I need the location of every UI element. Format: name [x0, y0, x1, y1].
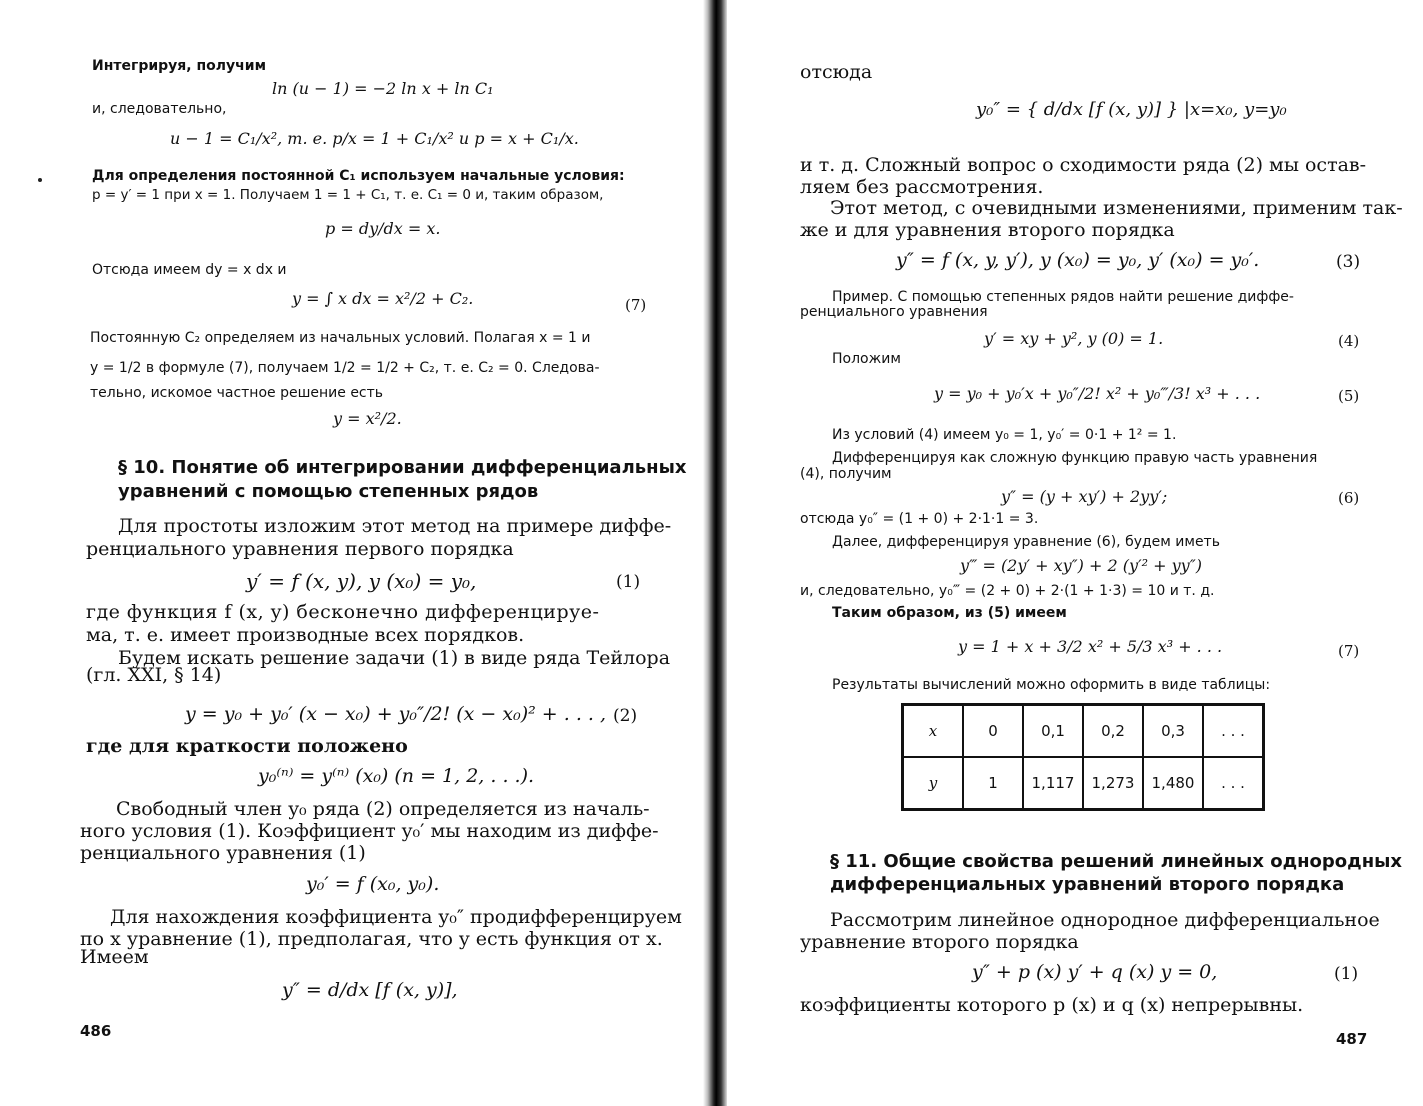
formula: y = ∫ x dx = x²/2 + C₂. — [292, 289, 474, 308]
text-line: Отсюда имеем dy = x dx и — [92, 262, 287, 278]
text-line: Дифференцируя как сложную функцию правую часть уравнения — [832, 450, 1318, 466]
section-heading: § 10. Понятие об интегрировании дифференциальных — [118, 457, 687, 478]
text-line: ренциального уравнения — [800, 304, 988, 320]
text-line: Пример. С помощью степенных рядов найти решение диффе- — [832, 289, 1294, 305]
text-line: отсюда — [800, 61, 873, 83]
formula: y = 1 + x + 3/2 x² + 5/3 x³ + . . . — [958, 637, 1223, 656]
text-line: Из условий (4) имеем y₀ = 1, y₀′ = 0·1 + 1² = 1. — [832, 427, 1177, 443]
equation-number: (4) — [1338, 332, 1360, 350]
text-line: коэффициенты которого p (x) и q (x) непрерывны. — [800, 994, 1304, 1016]
table-cell: 0,1 — [1023, 705, 1083, 758]
formula: y₀⁽ⁿ⁾ = y⁽ⁿ⁾ (x₀) (n = 1, 2, . . .). — [258, 765, 535, 787]
text-line: и т. д. Сложный вопрос о сходимости ряда (2) мы остав- — [800, 154, 1367, 176]
text-line: Для нахождения коэффициента y₀″ продифференцируем — [110, 906, 682, 928]
section-heading: уравнений с помощью степенных рядов — [118, 481, 539, 502]
text-line: ма, т. е. имеет производные всех порядков. — [86, 624, 525, 646]
formula: y = y₀ + y₀′ (x − x₀) + y₀″/2! (x − x₀)² + . . . , — [185, 703, 607, 725]
text-line: ляем без рассмотрения. — [800, 176, 1044, 198]
text-line: Далее, дифференцируя уравнение (6), будем иметь — [832, 534, 1220, 550]
text-line: (гл. XXI, § 14) — [86, 664, 222, 686]
table-cell: . . . — [1203, 705, 1264, 758]
formula: ln (u − 1) = −2 ln x + ln C₁ — [272, 79, 494, 98]
text-line: где для краткости положено — [86, 735, 408, 757]
equation-number: (7) — [625, 296, 647, 314]
left-page — [0, 0, 704, 1106]
text-line: ренциального уравнения (1) — [80, 842, 366, 864]
formula: y₀′ = f (x₀, y₀). — [306, 873, 440, 895]
text-line: Постоянную C₂ определяем из начальных условий. Полагая x = 1 и — [90, 330, 591, 346]
formula: y′ = f (x, y), y (x₀) = y₀, — [246, 569, 477, 593]
text-line: уравнение второго порядка — [800, 931, 1079, 953]
text-line: y = 1/2 в формуле (7), получаем 1/2 = 1/2 + C₂, т. е. C₂ = 0. Следова- — [90, 360, 600, 376]
formula: y₀″ = { d/dx [f (x, y)] } |x=x₀, y=y₀ — [976, 99, 1287, 120]
text-line: где функция f (x, y) бесконечно дифференцируе- — [86, 601, 600, 623]
text-line: и, следовательно, — [92, 101, 227, 117]
formula: y″ = (y + xy′) + 2yy′; — [1001, 487, 1168, 506]
table-header-cell: x — [903, 705, 964, 758]
right-page — [726, 0, 1423, 1106]
table-row — [903, 757, 1264, 810]
formula: u − 1 = C₁/x², т. е. p/x = 1 + C₁/x² и p = x + C₁/x. — [170, 129, 579, 148]
formula: y = y₀ + y₀′x + y₀″/2! x² + y₀‴/3! x³ + . . . — [934, 384, 1261, 403]
formula: y = x²/2. — [333, 409, 402, 428]
text-line: Для определения постоянной C₁ используем начальные условия: — [92, 168, 625, 184]
page-number: 487 — [1336, 1030, 1368, 1048]
table-header-cell: y — [903, 757, 964, 810]
formula: y″ = f (x, y, y′), y (x₀) = y₀, y′ (x₀) = y₀′. — [896, 249, 1260, 271]
text-line: ного условия (1). Коэффициент y₀′ мы находим из диффе- — [80, 820, 659, 842]
table-row — [903, 705, 1264, 758]
section-heading: дифференциальных уравнений второго порядка — [830, 874, 1345, 895]
book-spine — [703, 0, 727, 1106]
table-cell: . . . — [1203, 757, 1264, 810]
table-cell: 0,3 — [1143, 705, 1203, 758]
formula: y″ = d/dx [f (x, y)], — [282, 979, 458, 1001]
text-line: Для простоты изложим этот метод на примере диффе- — [118, 515, 672, 537]
table-cell: 1,480 — [1143, 757, 1203, 810]
equation-number: (3) — [1336, 252, 1361, 272]
formula: p = dy/dx = x. — [325, 219, 441, 238]
formula: y′ = xy + y², y (0) = 1. — [984, 329, 1164, 348]
equation-number: (2) — [613, 706, 638, 726]
values-table — [901, 703, 1265, 811]
section-heading: § 11. Общие свойства решений линейных однородных — [830, 851, 1403, 872]
text-line: Свободный член y₀ ряда (2) определяется из началь- — [116, 798, 650, 820]
text-line: Будем искать решение задачи (1) в виде ряда Тейлора — [118, 647, 671, 669]
table-cell: 0 — [963, 705, 1023, 758]
equation-number: (7) — [1338, 642, 1360, 660]
formula: y″ + p (x) y′ + q (x) y = 0, — [972, 961, 1218, 983]
text-line: тельно, искомое частное решение есть — [90, 385, 384, 401]
equation-number: (6) — [1338, 489, 1360, 507]
table-cell: 1,117 — [1023, 757, 1083, 810]
text-line: p = y′ = 1 при x = 1. Получаем 1 = 1 + C₁, т. е. C₁ = 0 и, таким образом, — [92, 187, 604, 203]
text-line: (4), получим — [800, 466, 892, 482]
text-line: отсюда y₀″ = (1 + 0) + 2·1·1 = 3. — [800, 511, 1039, 527]
text-line: Результаты вычислений можно оформить в виде таблицы: — [832, 677, 1271, 693]
text-line: Положим — [832, 351, 901, 367]
equation-number: (1) — [616, 572, 641, 592]
text-line: Имеем — [80, 946, 149, 968]
text-line: Рассмотрим линейное однородное дифференциальное — [830, 909, 1380, 931]
table-cell: 1,273 — [1083, 757, 1143, 810]
text-line: Таким образом, из (5) имеем — [832, 605, 1067, 621]
equation-number: (1) — [1334, 964, 1359, 984]
text-line: и, следовательно, y₀‴ = (2 + 0) + 2·(1 + 1·3) = 10 и т. д. — [800, 583, 1215, 599]
equation-number: (5) — [1338, 387, 1360, 405]
text-line: ренциального уравнения первого порядка — [86, 538, 514, 560]
table-cell: 0,2 — [1083, 705, 1143, 758]
table-cell: 1 — [963, 757, 1023, 810]
text-line: же и для уравнения второго порядка — [800, 219, 1175, 241]
text-line: Интегрируя, получим — [92, 58, 267, 74]
text-line: по x уравнение (1), предполагая, что y есть функция от x. — [80, 928, 663, 950]
formula: y‴ = (2y′ + xy″) + 2 (y′² + yy″) — [960, 556, 1202, 575]
text-line: Этот метод, с очевидными изменениями, применим так- — [830, 197, 1403, 219]
page-number: 486 — [80, 1022, 112, 1040]
